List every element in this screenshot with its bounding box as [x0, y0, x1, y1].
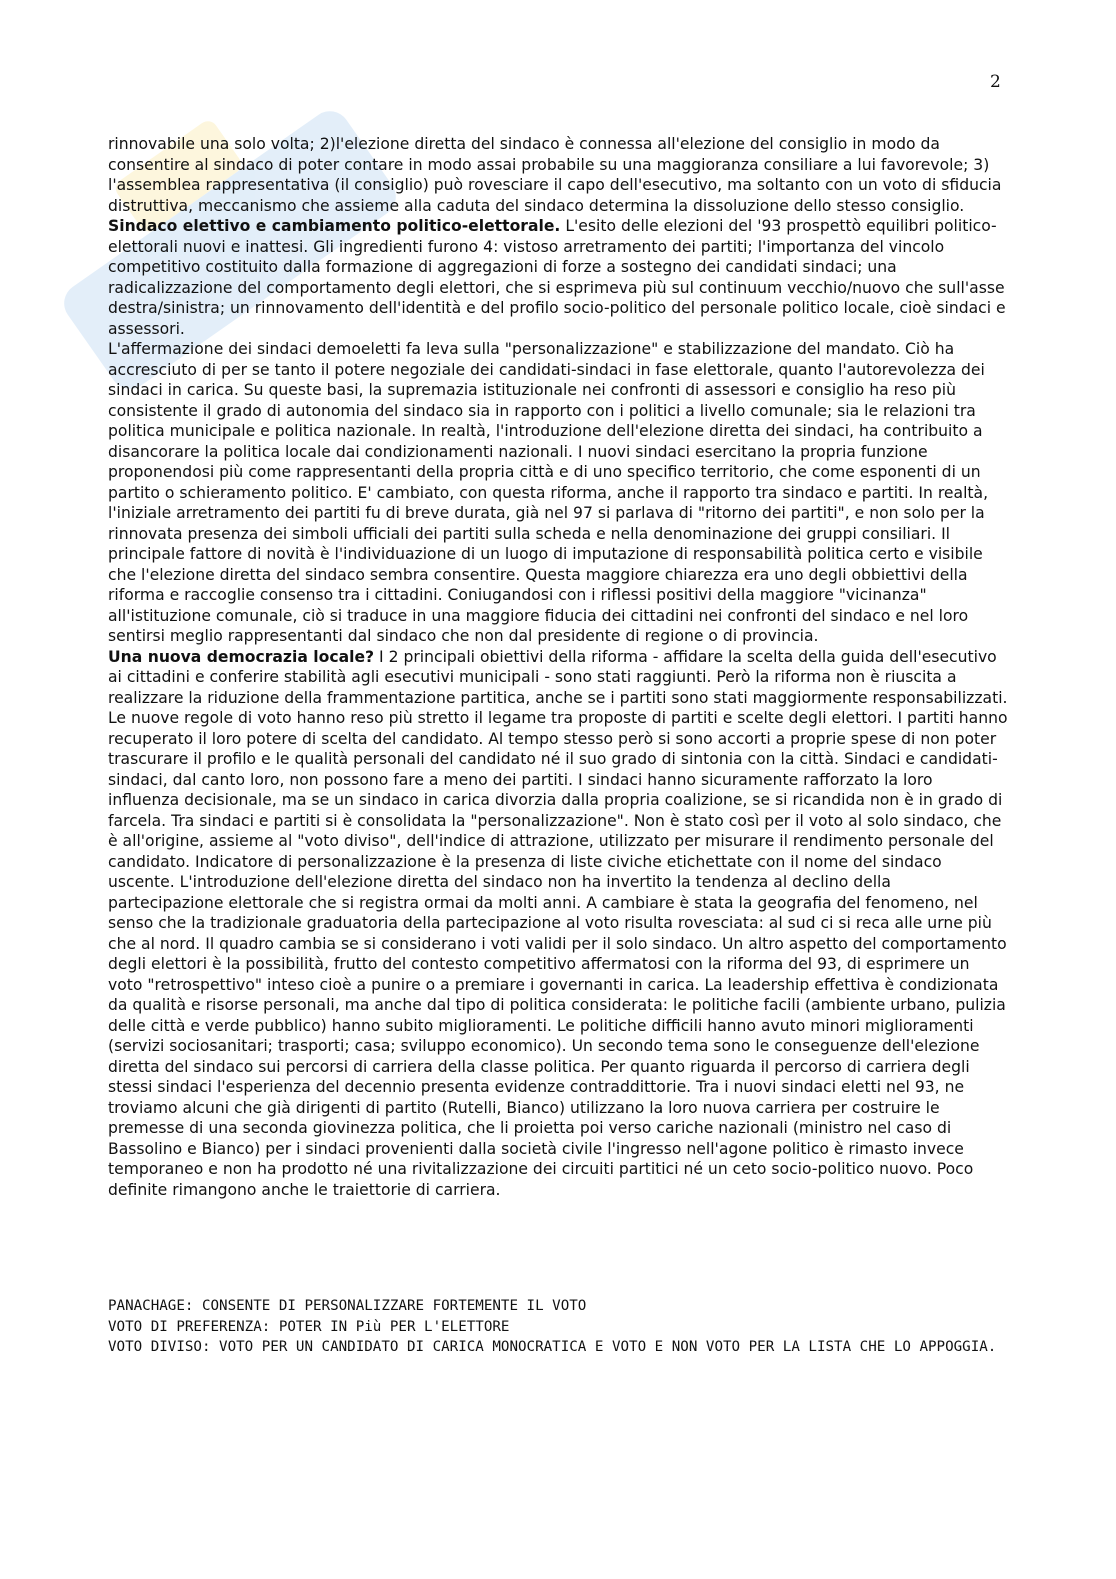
paragraph: [108, 134, 1008, 216]
glossary-item: PANACHAGE: CONSENTE DI PERSONALIZZARE FORTEMENTE IL VOTO: [108, 1298, 587, 1314]
document-body: [108, 134, 1008, 1200]
paragraph-heading: Una nuova democrazia locale?: [108, 647, 375, 666]
paragraph-text: L'affermazione dei sindaci demoeletti fa leva sulla "personalizzazione" e stabilizzazione del mandato. Ciò ha accresciuto di per se tanto il potere negoziale dei candidati-sindaci in fase elettorale, quanto l'autorevolezza dei sindaci in carica. Su queste basi, la supremazia istituzionale nei confronti di assessori e consiglio ha reso più consistente il grado di autonomia del sindaco sia in rapporto con i politici a livello comunale; sia le relazioni tra politica municipale e politica nazionale. In realtà, l'introduzione dell'elezione diretta dei sindaci, ha contribuito a disancorare la politica locale dai condizionamenti nazionali. I nuovi sindaci esercitano la propria funzione proponendosi più come rappresentanti della propria città e di uno specifico territorio, che come esponenti di un partito o schieramento politico. E' cambiato, con questa riforma, anche il rapporto tra sindaco e partiti. In realtà, l'iniziale arretramento dei partiti fu di breve durata, già nel 97 si parlava di "ritorno dei partiti", e non solo per la rinnovata presenza dei simboli ufficiali dei partiti sulla scheda e nella denominazione dei gruppi consiliari. Il principale fattore di novità è l'individuazione di un luogo di imputazione di responsabilità politica certo e visibile che l'elezione diretta del sindaco sembra consentire. Questa maggiore chiarezza era uno degli obbiettivi della riforma e raccoglie consenso tra i cittadini. Coniugandosi con i riflessi positivi della maggiore "vicinanza" all'istituzione comunale, ciò si traduce in una maggiore fiducia dei cittadini nei confronti del sindaco e nel loro sentirsi meglio rappresentanti dal sindaco che non dal presidente di regione o di provincia.: [108, 340, 989, 645]
paragraph-heading: Sindaco elettivo e cambiamento politico-elettorale.: [108, 217, 561, 235]
paragraph: [108, 647, 1008, 1201]
paragraph-text: I 2 principali obiettivi della riforma - affidare la scelta della guida dell'esecutivo ai cittadini e conferire stabilità agli esecutivi municipali - sono stati raggiunti. Però la riforma non è riuscita a realizzare la riduzione della frammentazione partitica, anche se i partiti sono stati maggiormente responsabilizzati. Le nuove regole di voto hanno reso più stretto il legame tra proposte di partiti e scelte degli elettori. I partiti hanno recuperato il loro potere di scelta del candidato. Al tempo stesso però si sono accorti a proprie spese di non poter trascurare il profilo e le qualità personali del candidato né il suo grado di sintonia con la città. Sindaci e candidati-sindaci, dal canto loro, non possono fare a meno dei partiti. I sindaci hanno sicuramente rafforzato la loro influenza decisionale, ma se un sindaco in carica divorzia dalla propria coalizione, se si ricandida non è in grado di farcela. Tra sindaci e partiti si è consolidata la "personalizzazione". Non è stato così per il voto al solo sindaco, che è all'origine, assieme al "voto diviso", dell'indice di attrazione, utilizzato per misurare il rendimento personale del candidato. Indicatore di personalizzazione è la presenza di liste civiche etichettate con il nome del sindaco uscente. L'introduzione dell'elezione diretta del sindaco non ha invertito la tendenza al declino della partecipazione elettorale che si registra ormai da molti anni. A cambiare è stata la geografia del fenomeno, nel senso che la tradizionale graduatoria della partecipazione al voto risulta rovesciata: al sud ci si reca alle urne più che al nord. Il quadro cambia se si considerano i voti validi per il solo sindaco. Un altro aspetto del comportamento degli elettori è la possibilità, frutto del contesto competitivo affermatosi con la riforma del 93, di esprimere un voto "retrospettivo" inteso cioè a punire o a premiare i governanti in carica. La leadership effettiva è condizionata da qualità e risorse personali, ma anche dal tipo di politica considerata: le politiche facili (ambiente urbano, pulizia delle città e verde pubblico) hanno subito miglioramenti. Le politiche difficili hanno avuto minori miglioramenti (servizi sociosanitari; trasporti; casa; sviluppo economico). Un secondo tema sono le conseguenze dell'elezione diretta del sindaco sui percorsi di carriera della classe politica. Per quanto riguarda il percorso di carriera degli stessi sindaci l'esperienza del decennio presenta evidenze contraddittorie. Tra i nuovi sindaci eletti nel 93, ne troviamo alcuni che già dirigenti di partito (Rutelli, Bianco) utilizzano la loro nuova carriera per costruire le premesse di una seconda giovinezza politica, che li proietta poi verso cariche nazionali (ministro nel caso di Bassolino e Bianco) per i sindaci provenienti dalla società civile l'ingresso nell'agone politico è rimasto invece temporaneo e non ha prodotto né una rivitalizzazione dei circuiti partitici né un ceto socio-politico nuovo. Poco definite rimangono anche le traiettorie di carriera.: [108, 647, 1008, 1199]
paragraph-text: rinnovabile una solo volta; 2)l'elezione diretta del sindaco è connessa all'elezione del consiglio in modo da consentire al sindaco di poter contare in modo assai probabile su una maggioranza consiliare a lui favorevole; 3) l'assemblea rappresentativa (il consiglio) può rovesciare il capo dell'esecutivo, ma soltanto con un voto di sfiducia distruttiva, meccanismo che assieme alla caduta del sindaco determina la dissoluzione dello stesso consiglio.: [108, 135, 1002, 215]
paragraph: [108, 216, 1008, 339]
paragraph: [108, 339, 1008, 647]
glossary-item: VOTO DIVISO: VOTO PER UN CANDIDATO DI CARICA MONOCRATICA E VOTO E NON VOTO PER LA LISTA CHE LO APPOGGIA.: [108, 1339, 997, 1355]
page-number: 2: [990, 72, 1001, 92]
glossary-item: VOTO DI PREFERENZA: POTER IN Più PER L'ELETTORE: [108, 1318, 510, 1335]
paragraph-text: L'esito delle elezioni del '93 prospettò equilibri politico-elettorali nuovi e inattesi. Gli ingredienti furono 4: vistoso arretramento dei partiti; l'importanza del vincolo competitivo costituito dalla formazione di aggregazioni di forze a sostegno dei candidati sindaci; una radicalizzazione del comportamento degli elettori, che si esprimeva più sul continuum vecchio/nuovo che sull'asse destra/sinistra; un rinnovamento dell'identità e del profilo socio-politico del personale politico locale, cioè sindaci e assessori.: [108, 217, 1006, 338]
glossary: [108, 1296, 1008, 1358]
